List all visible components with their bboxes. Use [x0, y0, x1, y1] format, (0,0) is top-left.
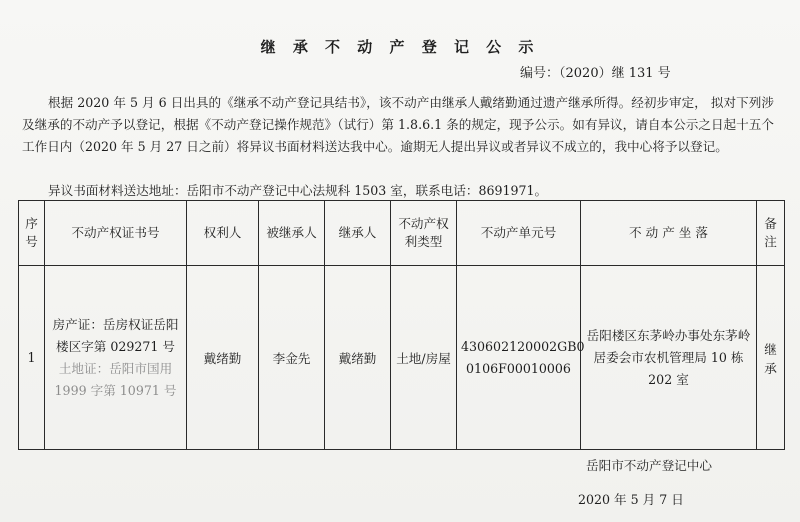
- header-unit: 不动产单元号: [457, 201, 581, 266]
- header-location: 不 动 产 坐 落: [581, 201, 757, 266]
- header-owner: 权利人: [187, 201, 259, 266]
- header-remark: 备注: [757, 201, 785, 266]
- header-heir: 继承人: [325, 201, 391, 266]
- cell-unit: [457, 266, 585, 450]
- cert-land: 土地证：岳阳市国用 1999 字第 10971 号: [54, 360, 177, 398]
- document-number: 编号：（2020）继 131 号: [520, 66, 671, 81]
- cell-remark: 继承: [757, 266, 785, 450]
- cell-type: 土地/房屋: [391, 266, 457, 450]
- registration-table: [18, 200, 785, 450]
- cell-inherited: 李金先: [259, 266, 325, 450]
- notice-title: 继 承 不 动 产 登 记 公 示: [260, 38, 540, 56]
- cell-cert: [45, 266, 187, 450]
- cell-seq: 1: [19, 266, 45, 450]
- objection-address: 异议书面材料送达地址：岳阳市不动产登记中心法规科 1503 室，联系电话：8691971。: [48, 183, 548, 198]
- header-type: 不动产权利类型: [391, 201, 457, 266]
- header-inherited: 被继承人: [259, 201, 325, 266]
- cell-owner: 戴绪勤: [187, 266, 259, 450]
- cert-house: 房产证：岳房权证岳阳楼区字第 029271 号: [52, 316, 179, 354]
- cell-location: 岳阳楼区东茅岭办事处东茅岭居委会市农机管理局 10 栋 202 室: [581, 266, 757, 450]
- issuing-organization: 岳阳市不动产登记中心: [586, 458, 712, 473]
- cell-heir: 戴绪勤: [325, 266, 391, 450]
- table-header-row: [19, 201, 785, 266]
- issue-date: 2020 年 5 月 7 日: [578, 492, 684, 507]
- header-seq: 序号: [19, 201, 45, 266]
- header-cert: 不动产权证书号: [45, 201, 187, 266]
- table-row: [19, 266, 785, 450]
- notice-body: 根据 2020 年 5 月 6 日出具的《继承不动产登记具结书》，该不动产由继承人戴绪勤通过遗产继承所得。经初步审定， 拟对下列涉及继承的不动产予以登记，根据《不动产登记操作规范》（试行）第 1.8.6.1 条的规定，现予公示。如有异议，请自本公示之日起十五个工作日内（2020 年 5 月 27 日之前）将异议书面材料送达我中心。逾期无人提出异议或者异议不成立的，我中心将予以登记。: [22, 95, 774, 154]
- unit-line-2: 0106F00010006: [466, 360, 571, 376]
- unit-line-1: 430602120002GB0: [461, 338, 585, 354]
